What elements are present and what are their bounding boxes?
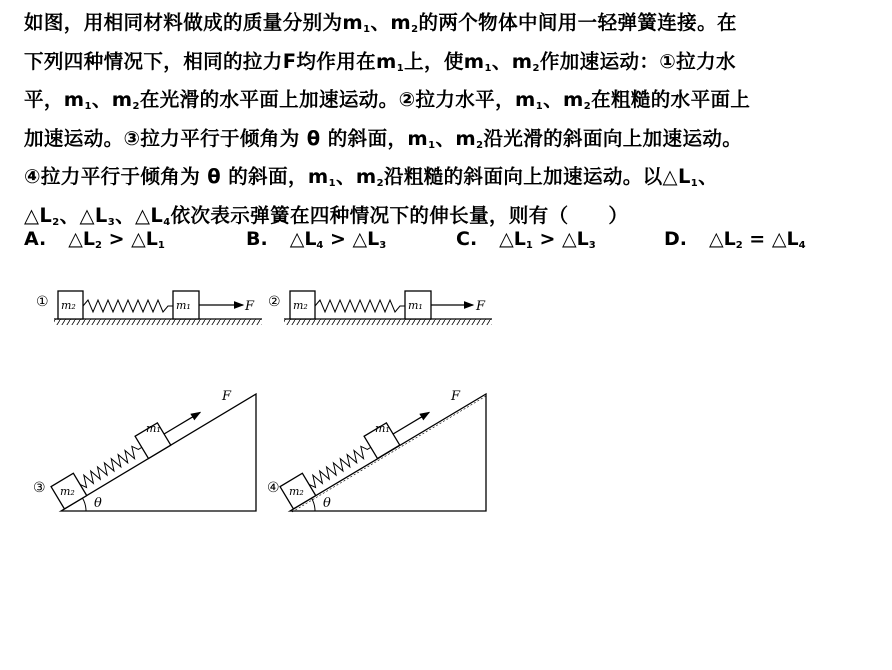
figure-number: ① xyxy=(36,294,49,310)
option-label: A. xyxy=(24,228,47,250)
spring xyxy=(83,300,173,312)
block-m1-label: m₁ xyxy=(176,299,191,312)
force-label: F xyxy=(222,389,232,404)
spring xyxy=(315,300,405,312)
force-label: F xyxy=(245,299,255,314)
question-line: 下列四种情况下，相同的拉力F均作用在$m_1$上，使$m_1$、$m_2$作加速运动：①拉力水 xyxy=(24,49,736,74)
force-label: F xyxy=(451,389,461,404)
question-line: 平，$m_1$、$m_2$在光滑的水平面上加速运动。②拉力水平，$m_1$、$m_2$在粗糙的水平面上 xyxy=(24,88,751,112)
figure-number: ③ xyxy=(33,480,46,496)
figure-number: ② xyxy=(268,294,281,310)
option-label: B. xyxy=(246,228,268,250)
block-m1-label: m₁ xyxy=(146,422,161,435)
figure-2 xyxy=(268,291,492,325)
block-m2-label: m₂ xyxy=(293,299,308,312)
ground-hatch xyxy=(284,319,492,325)
figure-1 xyxy=(36,291,262,325)
question-line: ④拉力平行于倾角为 θ 的斜面，$m_1$、$m_2$沿粗糙的斜面向上加速运动。以$\triangle L_1$、 xyxy=(24,165,719,189)
block-m1-label: m₁ xyxy=(408,299,423,312)
angle-label: θ xyxy=(323,496,331,511)
block-m2-label: m₂ xyxy=(60,485,75,498)
block-m2-label: m₂ xyxy=(61,299,76,312)
option-a[interactable]: A. $\triangle L_2$ > $\triangle L_1$ xyxy=(24,228,165,251)
option-d[interactable]: D. $\triangle L_2$ = $\triangle L_4$ xyxy=(664,228,806,251)
figure-4 xyxy=(267,389,486,512)
block-m2-label: m₂ xyxy=(289,485,304,498)
question-line: 加速运动。③拉力平行于倾角为 θ 的斜面，$m_1$、$m_2$沿光滑的斜面向上加速运动。 xyxy=(24,126,743,151)
option-b[interactable]: B. $\triangle L_4$ > $\triangle L_3$ xyxy=(246,228,387,251)
figure-3 xyxy=(33,389,256,511)
figure-number: ④ xyxy=(267,480,280,496)
question-line: 如图，用相同材料做成的质量分别为$m_1$、$m_2$的两个物体中间用一轻弹簧连接。在 xyxy=(24,11,737,35)
question-line: $\triangle L_2$、$\triangle L_3$、$\triangle L_4$依次表示弹簧在四种情况下的伸长量，则有（ ） xyxy=(24,203,629,228)
block-m1-label: m₁ xyxy=(375,422,390,435)
force-label: F xyxy=(476,299,486,314)
option-label: D. xyxy=(664,228,687,250)
option-label: C. xyxy=(456,228,478,250)
angle-label: θ xyxy=(94,496,102,511)
option-c[interactable]: C. $\triangle L_1$ > $\triangle L_3$ xyxy=(456,228,596,251)
ground-hatch xyxy=(54,319,262,325)
